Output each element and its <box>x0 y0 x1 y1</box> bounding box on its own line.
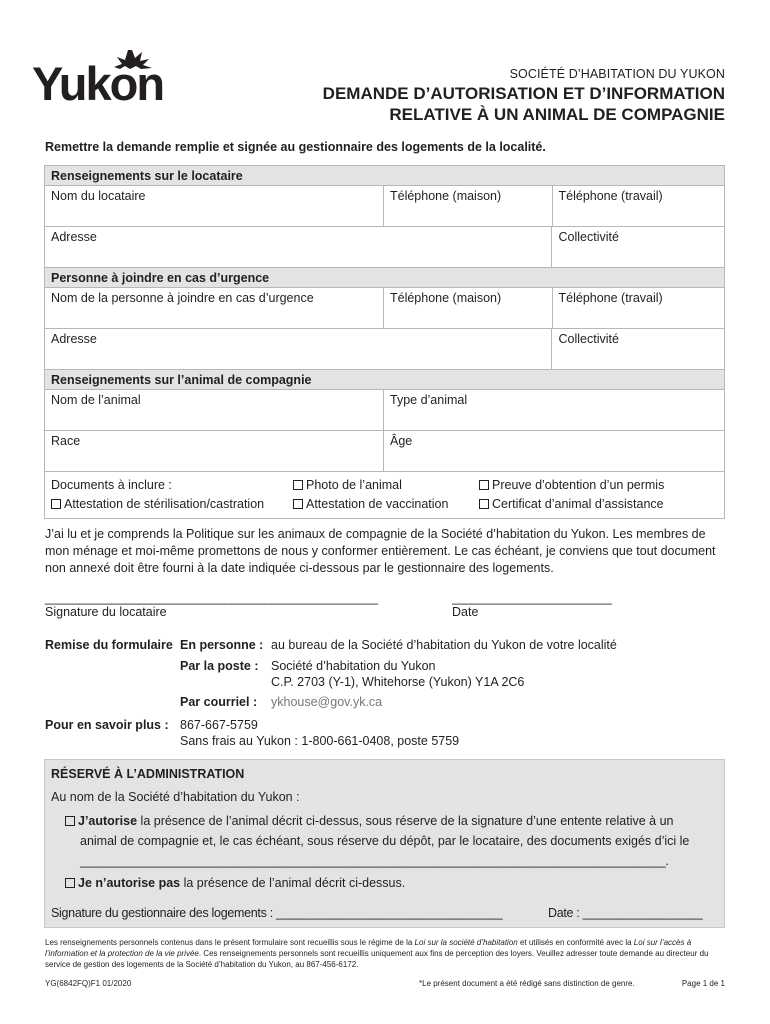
admin-heading: RÉSERVÉ À L’ADMINISTRATION <box>51 767 245 781</box>
emergency-row-1 <box>45 288 724 329</box>
pet-row-1 <box>45 390 724 431</box>
privacy-part-3: . Ces renseignements personnels sont recueillis uniquement aux fins de perception des loyers. Veuillez adresser toute demande au directeur du service de gestion des logements de la Société d’habitation du Yukon, au 867-456-6172. <box>45 949 709 969</box>
tenant-community-field[interactable]: Collectivité <box>551 227 724 267</box>
form-title <box>323 83 725 125</box>
emergency-community-field[interactable]: Collectivité <box>551 329 724 369</box>
law-name-2a: Loi <box>633 938 645 947</box>
tenant-heading: Renseignements sur le locataire <box>45 166 724 186</box>
pet-breed-field[interactable]: Race <box>51 434 81 448</box>
mail-label: Par la poste : <box>180 659 259 673</box>
admin-on-behalf: Au nom de la Société d’habitation du Yukon : <box>51 790 300 804</box>
privacy-part-1: Les renseignements personnels contenus dans le présent formulaire sont recueillis sous le régime de la <box>45 938 415 947</box>
checkbox-icon[interactable] <box>479 480 489 490</box>
pet-age-field[interactable]: Âge <box>383 431 724 471</box>
checkbox-vaccination[interactable] <box>293 497 448 511</box>
logo-text: Yukon <box>32 57 164 106</box>
emergency-phone-work-field[interactable]: Téléphone (travail) <box>552 288 725 328</box>
yukon-logo-mark <box>32 44 174 106</box>
date-signature-line[interactable]: ________________________ <box>452 591 612 605</box>
intro-text: Remettre la demande remplie et signée au gestionnaire des logements de la localité. <box>45 140 546 154</box>
emergency-heading: Personne à joindre en cas d’urgence <box>45 268 724 288</box>
declaration-text: J’ai lu et je comprends la Politique sur les animaux de compagnie de la Société d’habitation du Yukon. Les membres de mon ménage et moi-même promettons de nous y conformer entièrement. Le cas échéant, je conviens que tout document non annexé doit être fourni à la date indiquée ci-dessous par le gestionnaire des logements. <box>45 527 716 575</box>
checkbox-icon[interactable] <box>65 816 75 826</box>
pet-name-field[interactable]: Nom de l’animal <box>51 393 141 407</box>
checkbox-icon[interactable] <box>65 878 75 888</box>
authorize-text: la présence de l’animal décrit ci-dessus, sous réserve de la signature d’une entente relative à un <box>137 814 674 828</box>
emergency-name-field[interactable]: Nom de la personne à joindre en cas d’urgence <box>51 291 314 305</box>
checkbox-icon[interactable] <box>293 480 303 490</box>
info-label: Pour en savoir plus : <box>45 718 169 732</box>
info-phone: 867-667-5759 <box>180 718 258 732</box>
checkbox-icon[interactable] <box>51 499 61 509</box>
pet-row-2 <box>45 431 724 472</box>
email-link[interactable]: ykhouse@gov.yk.ca <box>271 695 383 709</box>
authorize-bold: J’autorise <box>78 814 138 828</box>
tenant-phone-home-field[interactable]: Téléphone (maison) <box>383 186 552 226</box>
checkbox-vaccination-label: Attestation de vaccination <box>306 497 449 511</box>
authorize-option[interactable] <box>65 814 673 828</box>
in-person-text: au bureau de la Société d’habitation du Yukon de votre localité <box>271 638 617 652</box>
mail-line-2: C.P. 2703 (Y-1), Whitehorse (Yukon) Y1A 2C6 <box>271 675 525 689</box>
mail-line-1: Société d’habitation du Yukon <box>271 659 436 673</box>
law-name-2b: sur l’accès à l’information et la protection de la vie privée <box>45 938 692 958</box>
pet-heading: Renseignements sur l’animal de compagnie <box>45 370 724 390</box>
tenant-name-field[interactable]: Nom du locataire <box>51 189 146 203</box>
documents-row <box>45 472 724 518</box>
submission-label: Remise du formulaire <box>45 638 173 652</box>
in-person-label: En personne : <box>180 638 264 652</box>
emergency-phone-home-field[interactable]: Téléphone (maison) <box>383 288 552 328</box>
deny-bold: Je n’autorise pas <box>78 876 181 890</box>
tenant-phone-work-field[interactable]: Téléphone (travail) <box>552 186 725 226</box>
tenant-row-2 <box>45 227 724 268</box>
info-toll-free: Sans frais au Yukon : 1-800-661-0408, poste 5759 <box>180 734 460 748</box>
authorize-date-line[interactable]: ________________________________________________________________________________________. <box>80 854 669 868</box>
privacy-part-2: et utilisés en conformité avec la <box>517 938 634 947</box>
authorize-text-2: animal de compagnie et, le cas échéant, sous réserve du dépôt, par le locataire, des documents exigés d’ici le <box>80 834 690 848</box>
yukon-logo <box>32 44 174 106</box>
checkbox-assistance-label: Certificat d’animal d’assistance <box>492 497 664 511</box>
title-line-2: RELATIVE À UN ANIMAL DE COMPAGNIE <box>389 105 725 124</box>
date-label: Date <box>452 605 479 619</box>
checkbox-assistance[interactable] <box>479 497 664 511</box>
documents-label: Documents à inclure : <box>51 478 172 492</box>
tenant-row-1 <box>45 186 724 227</box>
checkbox-sterilization[interactable] <box>51 497 264 511</box>
emergency-row-2 <box>45 329 724 370</box>
manager-signature-line[interactable]: Signature du gestionnaire des logements : __________________________________ <box>51 906 503 920</box>
deny-text: la présence de l’animal décrit ci-dessus. <box>180 876 406 890</box>
admin-date-line[interactable]: Date : __________________ <box>548 906 703 920</box>
checkbox-icon[interactable] <box>479 499 489 509</box>
agency-name: SOCIÉTÉ D’HABITATION DU YUKON <box>509 67 725 81</box>
form-code: YG(6842FQ)F1 01/2020 <box>45 979 132 988</box>
tenant-signature-label: Signature du locataire <box>45 605 167 619</box>
emergency-address-field[interactable]: Adresse <box>51 332 97 346</box>
checkbox-photo[interactable] <box>293 478 402 492</box>
email-label: Par courriel : <box>180 695 258 709</box>
checkbox-photo-label: Photo de l’animal <box>306 478 402 492</box>
admin-section <box>44 759 725 928</box>
checkbox-sterilization-label: Attestation de stérilisation/castration <box>64 497 265 511</box>
privacy-notice <box>45 937 733 970</box>
tenant-address-field[interactable]: Adresse <box>51 230 97 244</box>
tenant-signature-line[interactable]: __________________________________________________ <box>45 591 378 605</box>
form-grid <box>44 165 725 519</box>
deny-option[interactable] <box>65 876 405 890</box>
page-number: Page 1 de 1 <box>681 979 725 988</box>
pet-type-field[interactable]: Type d’animal <box>383 390 724 430</box>
checkbox-permit-label: Preuve d’obtention d’un permis <box>492 478 665 492</box>
checkbox-icon[interactable] <box>293 499 303 509</box>
gender-note: *Le présent document a été rédigé sans distinction de genre. <box>419 979 635 988</box>
title-line-1: DEMANDE D’AUTORISATION ET D’INFORMATION <box>322 84 725 103</box>
law-name-1: Loi sur la société d’habitation <box>414 938 518 947</box>
checkbox-permit[interactable] <box>479 478 664 492</box>
